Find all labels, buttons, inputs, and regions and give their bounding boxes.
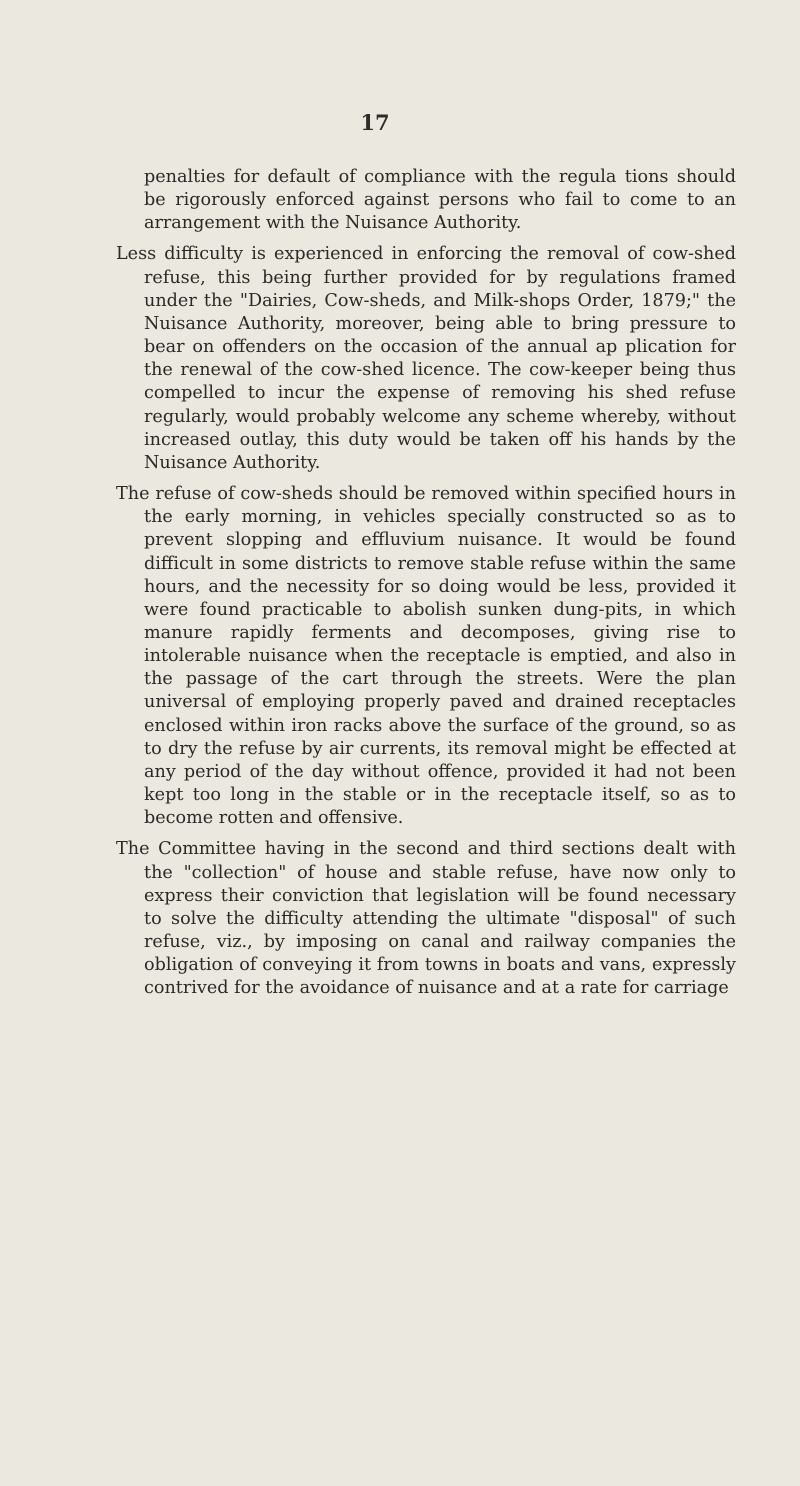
paragraph-removal-hours: The refuse of cow-sheds should be removed within specified hours in the early morning, in vehicles specially constructed so as to prevent slopping and effluvium nuisance. It would be found difficult in some districts to remove stable refuse within the same hours, and the necessity for so doing would be less, provided it were found practicable to abolish sunken dung-pits, in which manure rapidly ferments and decomposes, giving rise to intolerable nuisance when the receptacle is emptied, and also in the passage of the cart through the streets. Were the plan universal of employing properly paved and drained receptacles enclosed within iron racks above the surface of the ground, so as to dry the refuse by air currents, its removal might be effected at any period of the day without offence, provided it had not been kept too long in the stable or in the receptacle itself, so as to become rotten and offensive. [116, 484, 736, 829]
body-text [116, 166, 736, 1008]
paragraph-committee-disposal: The Committee having in the second and third sections dealt with the "collection" of house and stable refuse, have now only to express their conviction that legislation will be found necessary to solve the difficulty attending the ultimate "disposal" of such refuse, viz., by imposing on canal and railway companies the obligation of conveying it from towns in boats and vans, expressly contrived for the avoidance of nuisance and at a rate for carriage [116, 839, 736, 999]
paragraph-cow-shed-refuse: Less difficulty is experienced in enforcing the removal of cow-shed refuse, this being further provided for by regulations framed under the "Dairies, Cow-sheds, and Milk-shops Order, 1879;" the Nuisance Authority, moreover, being able to bring pressure to bear on offenders on the occasion of the annual ap plication for the renewal of the cow-shed licence. The cow-keeper being thus compelled to incur the expense of removing his shed refuse regularly, would probably welcome any scheme whereby, without increased outlay, this duty would be taken off his hands by the Nuisance Authority. [116, 244, 736, 473]
page-number: 17 [360, 110, 390, 135]
paragraph-continuation: penalties for default of compliance with the regula tions should be rigorously enforced against persons who fail to come to an arrangement with the Nuisance Authority. [144, 167, 736, 234]
